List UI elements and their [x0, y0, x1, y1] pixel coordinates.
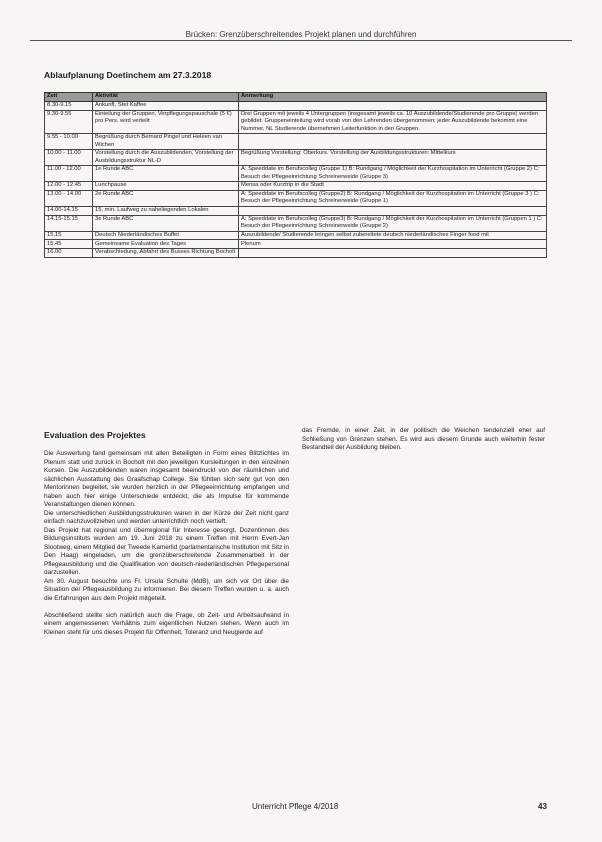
activity-cell: Begrüßung durch Bernard Pingel und Heleen van Wichen: [93, 134, 239, 150]
note-cell: [239, 206, 547, 215]
activity-cell: 3e Runde ABC: [93, 215, 239, 231]
time-cell: 9.55 - 10.00: [45, 134, 93, 150]
schedule-table: [44, 92, 547, 258]
time-cell: 14.00-14.15: [45, 206, 93, 215]
running-header: Brücken: Grenzüberschreitendes Projekt planen und durchführen: [185, 30, 417, 39]
body-paragraph: Die unterschiedlichen Ausbildungsstrukturen waren in der Kürze der Zeit nicht ganz einfach nachzuvollziehen und werden unterrichtlich noch vertieft.: [44, 509, 289, 525]
column-header-activity: Aktivität: [93, 93, 239, 102]
activity-cell: 2e Runde ABC: [93, 190, 239, 206]
activity-cell: 1e Runde ABC: [93, 166, 239, 182]
activity-cell: Einteilung der Gruppen, Verpflegungspauschale (5 €) pro Pers. wird verteilt: [93, 110, 239, 133]
page-number: 43: [538, 802, 547, 811]
activity-cell: Lunchpause: [93, 182, 239, 191]
right-paragraph: das Fremde, in einer Zeit, in der politisch die Weichen tendenziell eher auf Schließung von Grenzen stehen. Es wird aus diesem Grunde auch weiterhin fester Bestandteil der Ausbildung bleiben.: [302, 427, 545, 451]
body-paragraph: Am 30. August besuchte uns Fr. Ursula Schulte (MdB), um sich vor Ort über die Situation der Pflegeausbildung zu informieren. Bei diesem Treffen wurden u. a. auch die Erfahrungen aus dem Projekt mitgeteilt.: [44, 577, 289, 602]
time-cell: 15.15: [45, 231, 93, 240]
time-cell: 10.00 - 11.00: [45, 150, 93, 166]
column-header-note: Anmerkung: [239, 93, 547, 102]
left-paragraph-group: [44, 450, 289, 603]
note-cell: A: Speeddate im Berufscolleg (Gruppe 1) B: Rundgang / Möglichkeit der Kurzhospitation im Unterricht (Gruppe 2) C: Besuch der Pflegeeinrichtung Schreinerweide (Gruppe 3): [239, 166, 547, 182]
time-cell: 13.00 - 14.00: [45, 190, 93, 206]
activity-cell: Gemeinsame Evaluation des Tages: [93, 240, 239, 249]
note-cell: Begrüßung Vorstellung: Oberkurs. Vorstellung der Ausbildungsstrukturen: Mittelkurs: [239, 150, 547, 166]
table-row: [45, 190, 547, 206]
activity-cell: Ankunft, Stet Kaffee: [93, 102, 239, 111]
column-header-time: Zeit: [45, 93, 93, 102]
time-cell: 8.30-9.15: [45, 102, 93, 111]
footer-title: Unterricht Pflege 4/2018: [252, 802, 339, 811]
right-column: [302, 427, 545, 453]
time-cell: 11.00 - 12.00: [45, 166, 93, 182]
table-row: [45, 134, 547, 150]
note-cell: Auszubildende/ Studierende bringen selbst zubereitete deutsch niederländisches Finger food mit: [239, 231, 547, 240]
table-row: [45, 249, 547, 258]
time-cell: 9.30-9.55: [45, 110, 93, 133]
note-cell: A: Speeddate im Berufscolleg (Gruppe3) B: Rundgang / Möglichkeit der Kurzhospitation im Unterricht (Gruppen 1 ) C: Besuch der Pflegeeinrichtung Schreinerweide (Gruppe 2): [239, 215, 547, 231]
note-cell: Plenum: [239, 240, 547, 249]
body-paragraph: Das Projekt hat regional und überregional für Interesse gesorgt. Dozentinnen des Bildungsinstituts wurden am 19. Juni 2018 zu einem Treffen mit Herrn Evert-Jan Slootweg, einem Mitglied der Tweede Kamerlid (parlamentarische Institution mit Sitz in Den Haag) eingeladen, um die grenzüberschreitende Zusammenarbeit in der Pflegeausbildung und die Qualifikation von deutsch-niederländischen Pflegepersonal darzustellen.: [44, 526, 289, 576]
activity-cell: 15. min. Laufweg zu naheliegenden Lokalen: [93, 206, 239, 215]
table-row: [45, 215, 547, 231]
note-cell: A: Speeddate im Berufscolleg (Gruppe2) B: Rundgang / Möglichkeit der Kurzhospitation im Unterricht (Gruppe 3 ) C: Besuch der Pflegeeinrichtung Schreinerweide (Gruppe 1): [239, 190, 547, 206]
left-column: [44, 450, 289, 637]
header-divider: [30, 40, 572, 41]
time-cell: 12.00 - 12.45: [45, 182, 93, 191]
table-row: [45, 166, 547, 182]
activity-cell: Vorstellung durch die Auszubildenden, Vorstellung der Ausbildungsstruktur NL-D: [93, 150, 239, 166]
table-row: [45, 110, 547, 133]
table-row: [45, 182, 547, 191]
activity-cell: Deutsch Niederländisches Buffet: [93, 231, 239, 240]
table-row: [45, 231, 547, 240]
note-cell: [239, 102, 547, 111]
activity-cell: Verabschiedung, Abfahrt des Busses Richtung Bocholt: [93, 249, 239, 258]
schedule-heading: Ablaufplanung Doetinchem am 27.3.2018: [44, 70, 212, 80]
note-cell: [239, 249, 547, 258]
table-row: [45, 150, 547, 166]
body-paragraph: Die Auswertung fand gemeinsam mit allen Beteiligten in Form eines Blitzlichtes im Plenum statt und zurück in Bocholt mit den jeweiligen Kursleitungen in den einzelnen Kursen. Die Auszubildenden waren insgesamt beeindruckt von der räumlichen und sächlichen Ausstattung des Graafschap College. Sie fühlten sich sehr gut von den Mentorinnen begleitet, sie wurden herzlich in der Pflegeeinrichtung empfangen und haben auch hier einige Unterschiede entdeckt, die als Impulse für kommende Veranstaltungen dienen können.: [44, 450, 289, 508]
table-header-row: [45, 93, 547, 102]
time-cell: 15.45: [45, 240, 93, 249]
time-cell: 14.15-15.15: [45, 215, 93, 231]
note-cell: Drei Gruppen mit jeweils 4 Untergruppen (insgesamt jeweils ca. 10 Auszubildende/Studierende pro Gruppe) werden gebildet. Gruppeneinteilung wird vorab von den Lehrenden übergenommen; jeder Auszubildende bekommt eine Nummer, NL Studierende übernehmen Leiterfunktion in den Gruppen.: [239, 110, 547, 133]
table-row: [45, 206, 547, 215]
note-cell: Mensa oder Kurztrip in die Stadt: [239, 182, 547, 191]
schedule-body: [45, 102, 547, 258]
table-row: [45, 102, 547, 111]
closing-paragraph: Abschließend stellte sich natürlich auch die Frage, ob Zeit- und Arbeitsaufwand in einem angemessenen Verhältnis zum eigentlichen Nutzen stehen. Wenn auch im Kleinen steht für uns dieses Projekt für Offenheit, Toleranz und Neugierde auf: [44, 611, 289, 636]
table-row: [45, 240, 547, 249]
time-cell: 16.00: [45, 249, 93, 258]
note-cell: [239, 134, 547, 150]
section-title: Evaluation des Projektes: [44, 430, 146, 440]
